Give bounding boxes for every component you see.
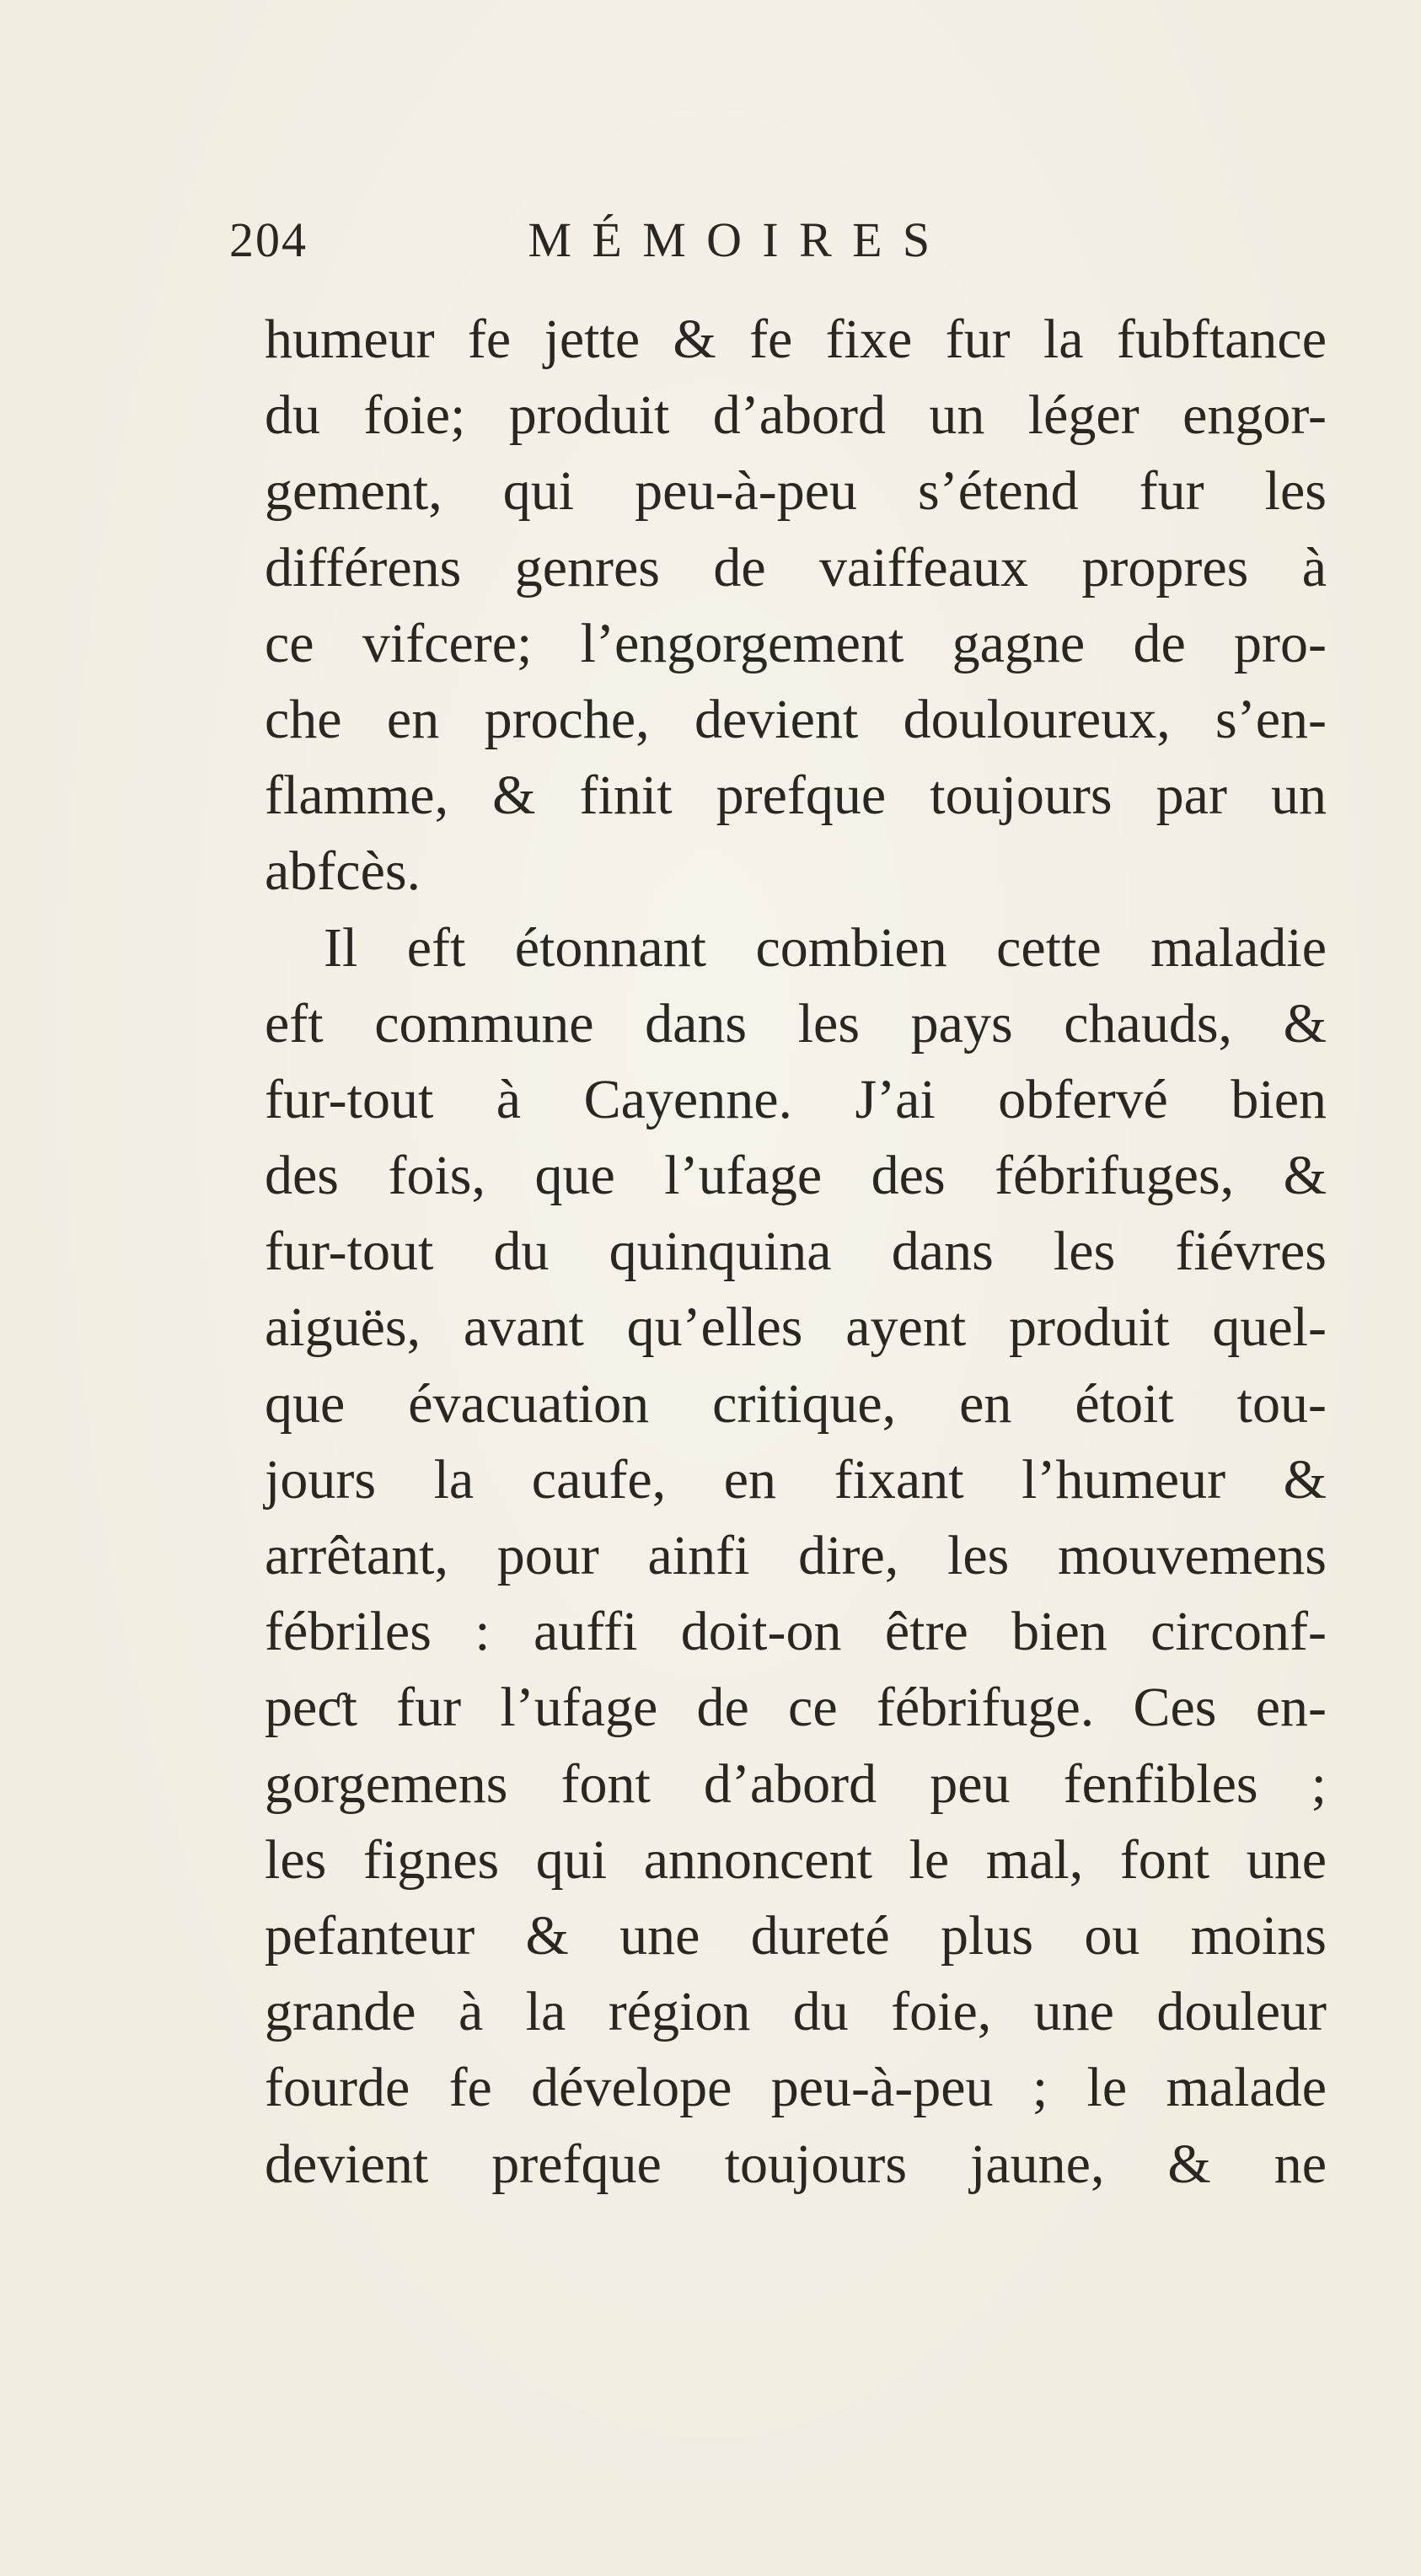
- text-line: fur-tout à Cayenne. J’ai obfervé bien: [265, 1068, 1327, 1130]
- running-head: MÉMOIRES: [528, 212, 951, 267]
- page-number: 204: [229, 212, 308, 267]
- text-line: abfcès.: [265, 840, 421, 903]
- text-line: les fignes qui annoncent le mal, font une: [265, 1828, 1327, 1891]
- page-header: [229, 202, 1325, 278]
- text-line: grande à la région du foie, une douleur: [265, 1981, 1327, 2043]
- text-line: fourde fe dévelope peu-à-peu ; le malade: [265, 2057, 1327, 2119]
- text-line: flamme, & finit prefque toujours par un: [265, 765, 1327, 827]
- text-line: des fois, que l’ufage des fébrifuges, &: [265, 1145, 1327, 1207]
- text-line: humeur fe jette & fe fixe fur la fubftance: [265, 309, 1327, 370]
- text-line: peƈt fur l’ufage de ce fébrifuge. Ces en-: [265, 1677, 1327, 1739]
- text-line: fur-tout du quinquina dans les fiévres: [265, 1221, 1327, 1283]
- text-line: aiguës, avant qu’elles ayent produit quel-: [265, 1296, 1327, 1359]
- text-line: che en proche, devient douloureux, s’en-: [265, 688, 1327, 750]
- text-line: fébriles : auffi doit-on être bien circonf-: [265, 1601, 1327, 1663]
- text-line: jours la caufe, en fixant l’humeur &: [265, 1448, 1327, 1511]
- text-line: différens genres de vaiffeaux propres à: [265, 536, 1327, 598]
- text-line: devient prefque toujours jaune, & ne: [265, 2133, 1327, 2195]
- text-line: que évacuation critique, en étoit tou-: [265, 1372, 1327, 1435]
- text-line: du foie; produit d’abord un léger engor-: [265, 384, 1327, 447]
- body-text: [265, 302, 1327, 2203]
- text-line: eft commune dans les pays chauds, &: [265, 992, 1327, 1055]
- text-line: gorgemens font d’abord peu fenfibles ;: [265, 1752, 1327, 1815]
- text-line: pefanteur & une dureté plus ou moins: [265, 1904, 1327, 1967]
- text-line: ce vifcere; l’engorgement gagne de pro-: [265, 612, 1327, 674]
- text-line: arrêtant, pour ainfi dire, les mouvemens: [265, 1525, 1327, 1586]
- text-line: gement, qui peu-à-peu s’étend fur les: [265, 460, 1327, 523]
- paragraph-start-line: Il eft étonnant combien cette maladie: [324, 916, 1327, 979]
